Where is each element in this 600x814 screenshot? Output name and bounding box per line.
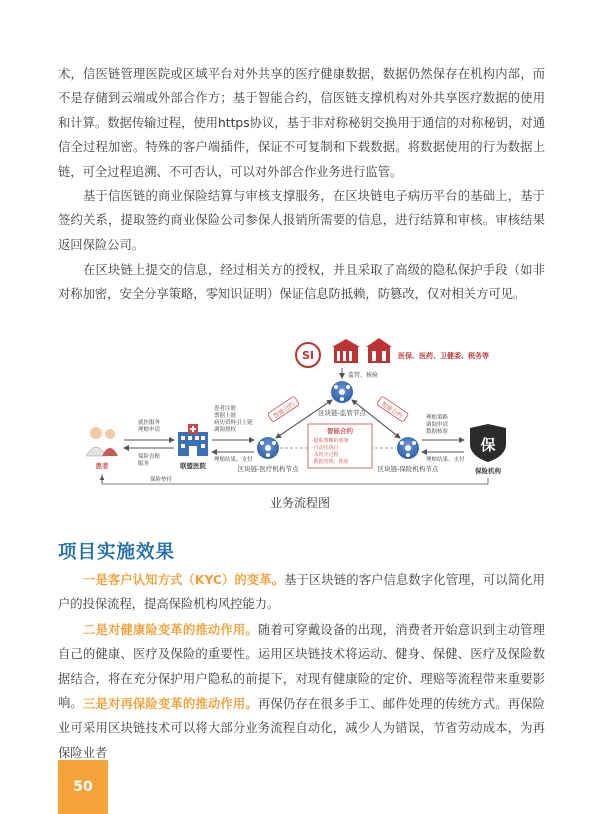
- contract-item: ·数据管理、核验: [312, 459, 349, 465]
- smart-contract-left-label: 智能合约: [272, 400, 297, 421]
- supervision-label: 监管、核验: [348, 372, 379, 379]
- effect-paragraph-3: [58, 692, 545, 765]
- patient-label: 患者: [95, 462, 109, 470]
- contract-item: ·自动化执行: [312, 445, 339, 451]
- hospital-building-icon: [178, 424, 208, 456]
- insurer-to-node-label: 理赔策略: [426, 415, 449, 421]
- hospital-to-patient-label: 保险直赔: [138, 454, 161, 460]
- contract-item: ·永恒全过程: [312, 452, 339, 458]
- effect-highlight: 一是客户认知方式（KYC）的变革。: [83, 573, 285, 587]
- top-orgs-label: 医保、医药、卫健委、税务等: [398, 352, 489, 360]
- left-node-label: 区块链-医疗机构节点: [237, 465, 299, 473]
- body-paragraph-2: 基于信医链的商业保险结算与审核支撑服务，在区块链电子病历平台的基础上，基于签约关系，提取签约商业保险公司参保人报销所需要的信息，进行结算和审核。审核结果返回保险公司。: [58, 189, 545, 252]
- center-node-label: 区块链-监管节点: [318, 409, 366, 417]
- insurer-to-node-label: 数据核验: [426, 429, 449, 435]
- patient-to-hospital-label: 就医服务: [138, 420, 161, 426]
- hospital-to-patient-label: 服务: [138, 461, 150, 467]
- smart-contract-tag-left: [267, 396, 299, 422]
- insurer-glyph: 保: [480, 436, 496, 454]
- insurance-shield-icon: [470, 424, 506, 462]
- government-building-icon: [332, 339, 360, 363]
- insurer-to-node-label: 调阅申请: [426, 422, 449, 428]
- body-paragraph-1: 术，信医链管理医院或区域平台对外共享的医疗健康数据，数据仍然保存在机构内部，而不是存储到云端或外部合作方；基于智能合约，信医链支撑机构对外共享医疗数据的使用和计算。数据传输过程，使用https协议，基于非对称秘钥交换用于通信的对称秘钥，对通信全过程加密。特殊的客户端插件，保证不可复制和下载数据。将数据使用的行为数据上链，可全过程追溯、不可否认，可以对外部合作业务进行监管。: [58, 67, 545, 179]
- svg-text:SI: SI: [301, 349, 315, 362]
- node-to-hospital-label: 理赔结果、支付: [214, 457, 253, 463]
- hospital-to-node-label: 患者注册: [214, 406, 237, 412]
- patient-to-hospital-label: 理赔申请: [138, 427, 161, 433]
- effect-highlight: 二是对健康险变革的推动作用。: [83, 623, 258, 637]
- node-to-insurer-label: 理赔结果、支付: [426, 457, 465, 463]
- patient-icon: [86, 427, 118, 456]
- hospital-label: 联盟医院: [180, 462, 206, 470]
- smart-contract-center-label: 智能合约: [327, 427, 353, 435]
- insurer-label: 保险机构: [475, 467, 501, 475]
- smart-contract-right-label: 智能合约: [379, 400, 404, 421]
- effect-text: 随着可穿戴设备的出现，消费者开始意识到主动管理自己的健康、医疗及保险的重要性。运用区块链技术将运动、健身、保健、医疗及保险数据结合，将在充分保护用户隐私的前提下，对现有健康险的定价、理赔等流程带来重要影响。: [58, 623, 545, 711]
- tax-bureau-building-icon: [366, 338, 392, 363]
- social-security-logo-icon: [296, 343, 320, 367]
- smart-contract-box: [308, 424, 372, 468]
- bottom-flow-label: 保险垫付: [150, 477, 173, 483]
- contract-item: ·隐私策略的部署: [312, 438, 349, 444]
- smart-contract-tag-right: [376, 396, 408, 422]
- supervision-node-icon: [331, 381, 353, 403]
- hospital-to-node-label: 调阅授权: [214, 427, 237, 433]
- effect-text: 再保仍存在很多手工、邮件处理的传统方式。再保险业可采用区块链技术可以将大部分业务流程自动化，减少人为错误，节省劳动成本，为再保险业者: [58, 697, 545, 760]
- effect-highlight: 三是对再保险变革的推动作用。: [83, 697, 258, 711]
- body-paragraph-3: 在区块链上提交的信息，经过相关方的授权，并且采取了高级的隐私保护手段（如非对称加密，安全分享策略，零知识证明）保证信息防抵赖，防篡改，仅对相关方可见。: [58, 263, 545, 302]
- effect-paragraph-1: [58, 568, 545, 617]
- insurance-node-icon: [397, 437, 419, 459]
- effect-text: 基于区块链的客户信息数字化管理，可以简化用户的投保流程，提高保险机构风控能力。: [58, 573, 545, 612]
- hospital-to-node-label: 票据上链: [214, 413, 237, 419]
- hospital-to-node-label: 病历资料引上链: [214, 420, 253, 426]
- medical-node-icon: [257, 437, 279, 459]
- page-number-badge: 50: [58, 760, 108, 814]
- section-title: 项目实施效果: [58, 542, 176, 563]
- figure-caption: 业务流程图: [269, 496, 330, 510]
- business-flow-diagram: [80, 330, 528, 492]
- right-node-label: 区块链-保险机构节点: [377, 465, 439, 473]
